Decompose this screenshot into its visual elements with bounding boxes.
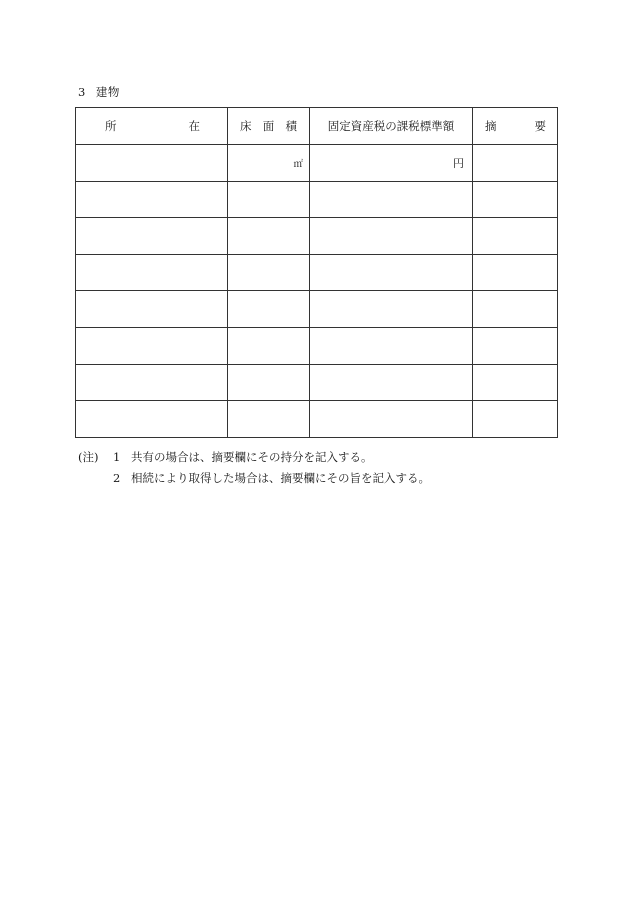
table-row bbox=[76, 401, 558, 438]
notes bbox=[78, 447, 430, 489]
cell-tax-value[interactable] bbox=[310, 291, 473, 328]
section-heading bbox=[78, 84, 120, 100]
section-number: 3 bbox=[78, 85, 86, 99]
note-label: (注) bbox=[78, 450, 99, 464]
table-row bbox=[76, 364, 558, 401]
table-row bbox=[76, 145, 558, 182]
cell-location[interactable] bbox=[76, 218, 228, 255]
cell-tax-value[interactable] bbox=[310, 254, 473, 291]
header-location: 所 在 bbox=[76, 108, 228, 145]
table-row bbox=[76, 291, 558, 328]
square-meter-unit: ㎡ bbox=[293, 159, 303, 170]
cell-tax-value[interactable] bbox=[310, 401, 473, 438]
cell-floor-area[interactable] bbox=[228, 254, 310, 291]
cell-tax-value[interactable] bbox=[310, 364, 473, 401]
cell-location[interactable] bbox=[76, 364, 228, 401]
cell-tax-value[interactable] bbox=[310, 327, 473, 364]
header-remarks: 摘 要 bbox=[473, 108, 558, 145]
note-item bbox=[78, 468, 430, 489]
cell-tax-value[interactable] bbox=[310, 181, 473, 218]
cell-remarks[interactable] bbox=[473, 291, 558, 328]
section-title: 建物 bbox=[95, 85, 120, 99]
cell-floor-area[interactable] bbox=[228, 181, 310, 218]
cell-remarks[interactable] bbox=[473, 254, 558, 291]
table-row bbox=[76, 254, 558, 291]
table-row bbox=[76, 181, 558, 218]
cell-remarks[interactable] bbox=[473, 401, 558, 438]
cell-floor-area[interactable] bbox=[228, 291, 310, 328]
note-number: 1 bbox=[113, 450, 121, 464]
cell-location[interactable] bbox=[76, 181, 228, 218]
table-row bbox=[76, 218, 558, 255]
cell-tax-value[interactable] bbox=[310, 145, 473, 182]
cell-location[interactable] bbox=[76, 291, 228, 328]
yen-unit: 円 bbox=[453, 157, 464, 170]
cell-remarks[interactable] bbox=[473, 364, 558, 401]
cell-floor-area[interactable] bbox=[228, 401, 310, 438]
cell-location[interactable] bbox=[76, 327, 228, 364]
note-text: 共有の場合は、摘要欄にその持分を記入する。 bbox=[131, 450, 373, 464]
cell-floor-area[interactable] bbox=[228, 327, 310, 364]
cell-location[interactable] bbox=[76, 254, 228, 291]
cell-location[interactable] bbox=[76, 401, 228, 438]
building-table bbox=[75, 107, 558, 438]
cell-tax-value[interactable] bbox=[310, 218, 473, 255]
cell-remarks[interactable] bbox=[473, 327, 558, 364]
cell-remarks[interactable] bbox=[473, 145, 558, 182]
cell-floor-area[interactable] bbox=[228, 364, 310, 401]
cell-floor-area[interactable] bbox=[228, 218, 310, 255]
header-row bbox=[76, 108, 558, 145]
header-floor-area: 床 面 積 bbox=[228, 108, 310, 145]
cell-location[interactable] bbox=[76, 145, 228, 182]
note-item bbox=[78, 447, 430, 468]
cell-remarks[interactable] bbox=[473, 218, 558, 255]
note-number: 2 bbox=[113, 471, 121, 485]
table-row bbox=[76, 327, 558, 364]
cell-remarks[interactable] bbox=[473, 181, 558, 218]
cell-floor-area[interactable] bbox=[228, 145, 310, 182]
header-tax-value: 固定資産税の課税標準額 bbox=[310, 108, 473, 145]
note-text: 相続により取得した場合は、摘要欄にその旨を記入する。 bbox=[131, 471, 430, 485]
